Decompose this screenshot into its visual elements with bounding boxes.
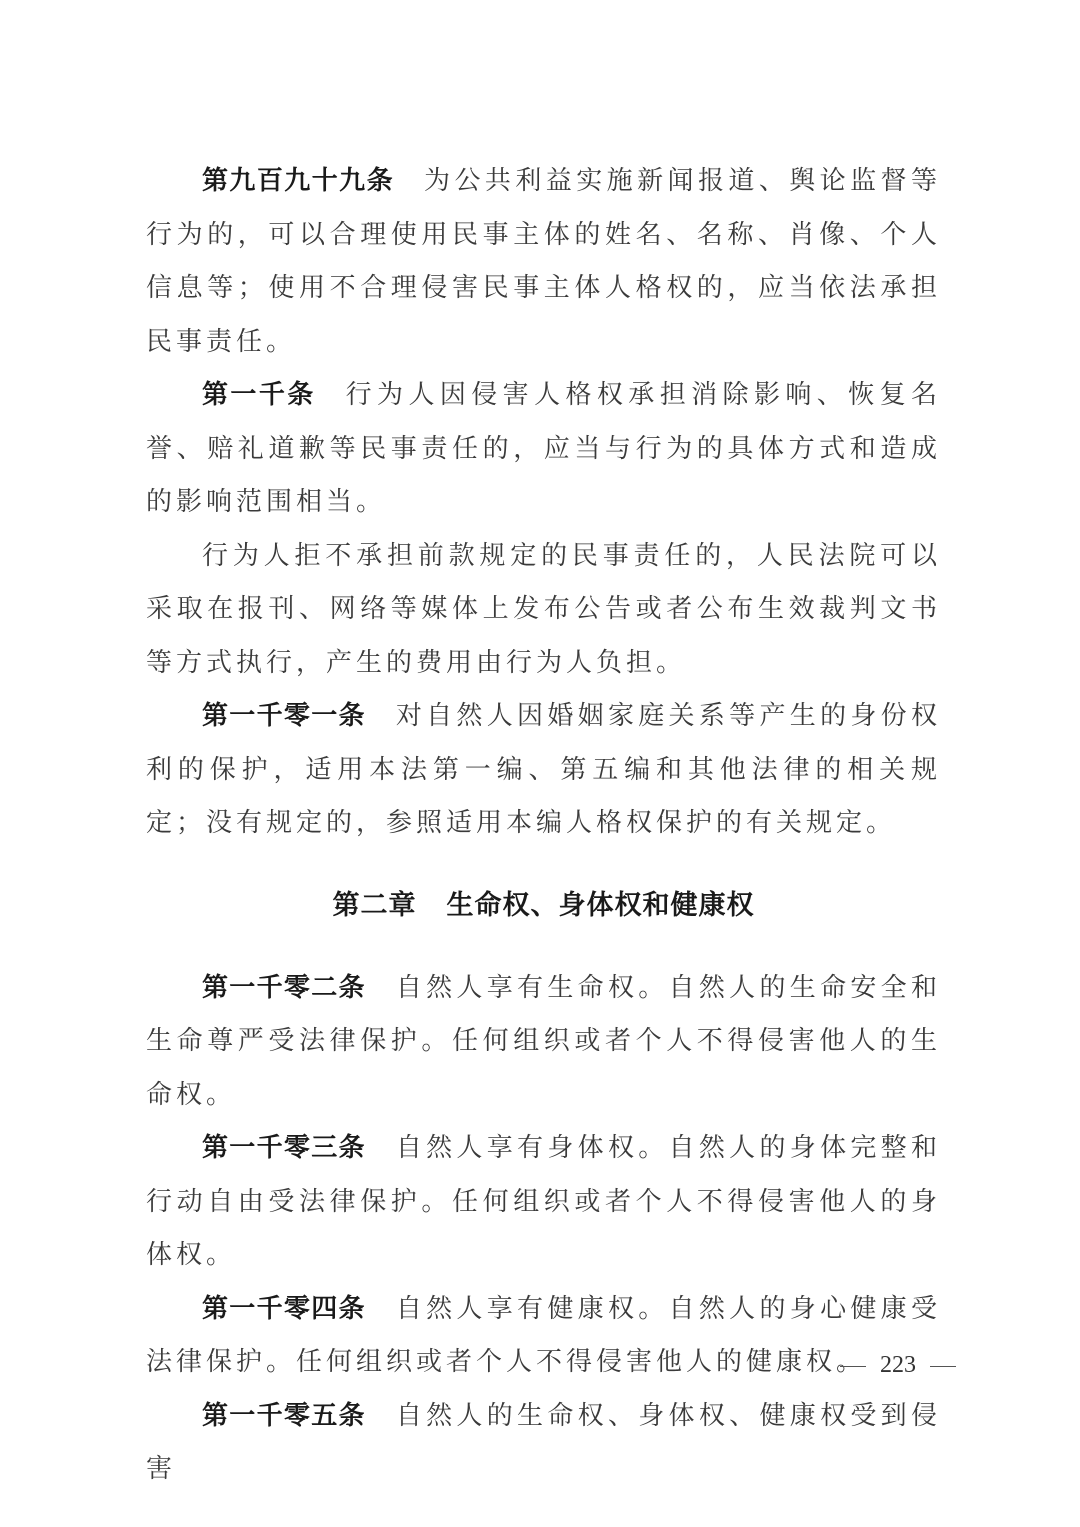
article-text: 自然人享有生命权。自然人的生命安全和生命尊严受法律保护。任何组织或者个人不得侵害他人的生命权。 bbox=[146, 972, 941, 1110]
article-1000-paragraph-2 bbox=[146, 530, 941, 691]
article-text: 自然人的生命权、身体权、健康权受到侵害 bbox=[146, 1400, 941, 1484]
article-title: 第一千零二条 bbox=[202, 972, 366, 1003]
chapter-number: 第二章 bbox=[332, 889, 417, 921]
article-text: 行为人拒不承担前款规定的民事责任的，人民法院可以采取在报刊、网络等媒体上发布公告或者公布生效裁判文书等方式执行，产生的费用由行为人负担。 bbox=[146, 540, 941, 678]
page-number: 223 bbox=[880, 1352, 916, 1378]
article-text: 自然人享有身体权。自然人的身体完整和行动自由受法律保护。任何组织或者个人不得侵害他人的身体权。 bbox=[146, 1133, 941, 1270]
article-title: 第一千零一条 bbox=[202, 701, 366, 731]
article-title: 第一千零五条 bbox=[202, 1400, 366, 1431]
article-title: 第一千零三条 bbox=[202, 1133, 366, 1163]
article-1004 bbox=[146, 1283, 941, 1390]
chapter-heading bbox=[146, 879, 941, 932]
article-1003 bbox=[146, 1122, 941, 1283]
article-title: 第一千零四条 bbox=[202, 1293, 366, 1324]
article-text: 自然人享有健康权。自然人的身心健康受法律保护。任何组织或者个人不得侵害他人的健康权。 bbox=[146, 1293, 941, 1377]
footer-dash-left bbox=[840, 1366, 866, 1367]
page-footer bbox=[826, 1352, 970, 1379]
article-1002 bbox=[146, 962, 941, 1123]
article-title: 第一千条 bbox=[202, 380, 316, 410]
article-text: 行为人因侵害人格权承担消除影响、恢复名誉、赔礼道歉等民事责任的，应当与行为的具体方式和造成的影响范围相当。 bbox=[146, 380, 941, 517]
article-999 bbox=[146, 155, 941, 369]
article-1000 bbox=[146, 369, 941, 530]
article-1001 bbox=[146, 690, 941, 851]
article-text: 为公共利益实施新闻报道、舆论监督等行为的，可以合理使用民事主体的姓名、名称、肖像、个人信息等；使用不合理侵害民事主体人格权的，应当依法承担民事责任。 bbox=[146, 166, 941, 357]
chapter-title: 生命权、身体权和健康权 bbox=[446, 889, 755, 921]
document-page bbox=[146, 155, 941, 1497]
article-text: 对自然人因婚姻家庭关系等产生的身份权利的保护，适用本法第一编、第五编和其他法律的相关规定；没有规定的，参照适用本编人格权保护的有关规定。 bbox=[146, 701, 941, 838]
footer-dash-right bbox=[930, 1366, 956, 1367]
article-title: 第九百九十九条 bbox=[202, 166, 395, 196]
article-1005 bbox=[146, 1390, 941, 1497]
